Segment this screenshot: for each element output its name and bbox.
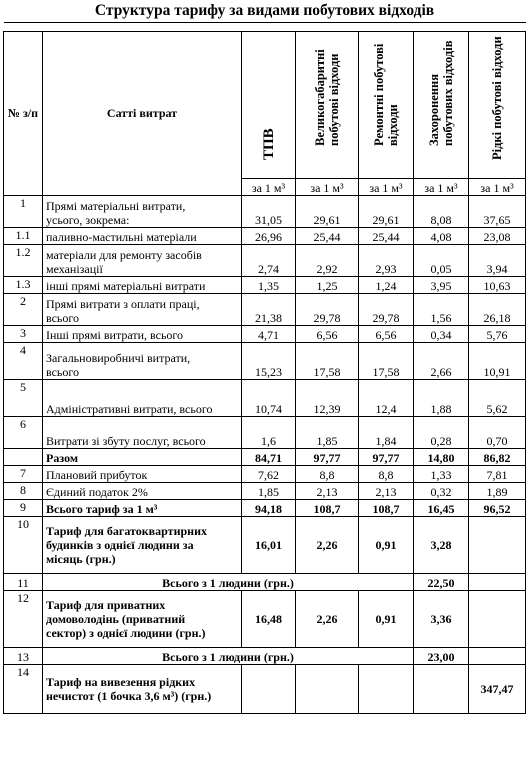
total-row [4, 647, 526, 664]
row-value: 2,66 [414, 342, 469, 379]
row-label [43, 342, 242, 379]
row-value: 21,38 [242, 293, 296, 325]
table-title: Структура тарифу за видами побутових відходів [4, 1, 526, 22]
table-row [4, 227, 526, 244]
row-value: 16,45 [414, 499, 469, 516]
row-value: 12,4 [359, 379, 414, 416]
tariff-value: 2,26 [296, 516, 359, 573]
row-label-line [46, 420, 238, 434]
row-value: 29,61 [296, 195, 359, 227]
total-value: 23,00 [414, 647, 469, 664]
tariff-value: 16,01 [242, 516, 296, 573]
row-value: 1,88 [414, 379, 469, 416]
row-value: 1,56 [414, 293, 469, 325]
row-value: 0,70 [469, 416, 526, 448]
row-number: 7 [4, 465, 43, 482]
row-value: 1,24 [359, 276, 414, 293]
row-value: 1,84 [359, 416, 414, 448]
row-number: 11 [4, 573, 43, 590]
row-value: 29,61 [359, 195, 414, 227]
header-col-repair [359, 31, 414, 178]
row-value: 29,78 [296, 293, 359, 325]
tariff-table [3, 1, 526, 714]
tariff-sheet [3, 1, 525, 747]
row-number: 3 [4, 325, 43, 342]
row-value: 0,32 [414, 482, 469, 499]
total-label: Всього з 1 людини (грн.) [43, 573, 414, 590]
row-value: 7,81 [469, 465, 526, 482]
tariff-label [43, 664, 242, 713]
row-value: 0,34 [414, 325, 469, 342]
row-value: 97,77 [296, 448, 359, 465]
row-value: 6,56 [359, 325, 414, 342]
tariff-value: 16,48 [242, 590, 296, 647]
row-label-line: всього [46, 310, 80, 325]
total-row [4, 573, 526, 590]
row-label-line: Витрати зі збуту послуг, всього [46, 433, 206, 448]
total-value: 22,50 [414, 573, 469, 590]
row-label [43, 227, 242, 244]
row-number: 14 [4, 664, 43, 713]
total-label: Всього з 1 людини (грн.) [43, 647, 414, 664]
row-value: 6,56 [296, 325, 359, 342]
header-item: Сатті витрат [43, 31, 242, 195]
tariff-row [4, 516, 526, 573]
empty-cell [242, 664, 296, 713]
row-value: 31,05 [242, 195, 296, 227]
row-value: 1,85 [242, 482, 296, 499]
row-label-line: Разом [46, 450, 79, 465]
row-label-line: Загальновиробничі витрати, [46, 350, 191, 365]
row-label-line: паливно-мастильні матеріали [46, 229, 197, 244]
tariff-label-line: Тариф на вивезення рідких [46, 674, 196, 689]
row-value: 2,74 [242, 244, 296, 276]
unit-label: за 1 м³ [242, 178, 296, 195]
row-value: 10,74 [242, 379, 296, 416]
header-col-line: побутових відходів [441, 40, 455, 146]
row-value: 0,05 [414, 244, 469, 276]
row-label [43, 416, 242, 448]
table-row [4, 465, 526, 482]
tariff-value [469, 590, 526, 647]
row-value: 108,7 [296, 499, 359, 516]
row-label [43, 482, 242, 499]
table-row [4, 448, 526, 465]
row-label [43, 499, 242, 516]
empty-cell [469, 647, 526, 664]
empty-cell [414, 664, 469, 713]
row-number: 2 [4, 293, 43, 325]
row-value: 25,44 [359, 227, 414, 244]
row-value: 1,33 [414, 465, 469, 482]
tariff-row [4, 664, 526, 713]
row-number: 1 [4, 195, 43, 227]
row-value: 1,85 [296, 416, 359, 448]
row-value: 12,39 [296, 379, 359, 416]
row-value: 2,13 [296, 482, 359, 499]
row-number [4, 448, 43, 465]
spacer-row [4, 22, 526, 31]
row-value: 97,77 [359, 448, 414, 465]
row-value: 1,35 [242, 276, 296, 293]
row-value: 15,23 [242, 342, 296, 379]
row-value: 1,89 [469, 482, 526, 499]
empty-cell [359, 664, 414, 713]
row-value: 29,78 [359, 293, 414, 325]
tariff-value: 3,36 [414, 590, 469, 647]
row-number: 6 [4, 416, 43, 448]
header-number: № з/п [4, 31, 43, 195]
table-row [4, 244, 526, 276]
tariff-label-line: нечистот (1 бочка 3,6 м³) (грн.) [46, 688, 212, 703]
row-value: 5,62 [469, 379, 526, 416]
row-label [43, 244, 242, 276]
row-value: 3,94 [469, 244, 526, 276]
row-value: 7,62 [242, 465, 296, 482]
table-row [4, 482, 526, 499]
row-label-line: Єдиний податок 2% [46, 484, 148, 499]
empty-cell [296, 664, 359, 713]
row-label-line [46, 388, 238, 402]
row-value: 8,8 [359, 465, 414, 482]
tariff-label-line: місяць (грн.) [46, 551, 116, 566]
row-value: 2,93 [359, 244, 414, 276]
header-col-line: Захоронення [427, 73, 441, 146]
row-value: 10,63 [469, 276, 526, 293]
row-value: 14,80 [414, 448, 469, 465]
row-value: 23,08 [469, 227, 526, 244]
header-col-line: побутові відходи [327, 53, 341, 146]
row-label [43, 293, 242, 325]
row-label-line: всього [46, 364, 80, 379]
row-value: 96,52 [469, 499, 526, 516]
header-col-line: Великогабаритні [313, 48, 327, 146]
row-number: 12 [4, 590, 43, 647]
row-value: 84,71 [242, 448, 296, 465]
header-col-line: Рідкі побутові відходи [490, 35, 505, 160]
row-label-line: механізації [46, 261, 103, 276]
row-label [43, 379, 242, 416]
row-number: 1.2 [4, 244, 43, 276]
row-label [43, 276, 242, 293]
row-value: 25,44 [296, 227, 359, 244]
row-label-line: Прямі матеріальні витрати, [46, 198, 186, 213]
tariff-label-line: будинків з однієї людини за [46, 537, 194, 552]
row-label-line: усього, зокрема: [46, 212, 130, 227]
row-value: 17,58 [359, 342, 414, 379]
row-label-line: матеріали для ремонту засобів [46, 247, 202, 262]
row-value: 0,28 [414, 416, 469, 448]
header-col-line: відходи [386, 103, 400, 146]
row-label [43, 465, 242, 482]
header-col-liquid [469, 31, 526, 178]
tariff-value: 3,28 [414, 516, 469, 573]
tariff-value: 0,91 [359, 590, 414, 647]
tariff-label [43, 516, 242, 573]
tariff-value: 2,26 [296, 590, 359, 647]
tariff-value: 347,47 [469, 664, 526, 713]
table-row [4, 499, 526, 516]
row-value: 4,71 [242, 325, 296, 342]
empty-cell [469, 573, 526, 590]
row-number: 5 [4, 379, 43, 416]
row-label-line: Адміністративні витрати, всього [46, 401, 213, 416]
row-value: 26,18 [469, 293, 526, 325]
table-row [4, 379, 526, 416]
row-value: 17,58 [296, 342, 359, 379]
row-label-line: Прямі витрати з оплати праці, [46, 296, 200, 311]
table-row [4, 293, 526, 325]
row-label-line: Плановий прибуток [46, 467, 148, 482]
row-number: 8 [4, 482, 43, 499]
row-value: 26,96 [242, 227, 296, 244]
tariff-label-line: Тариф для приватних [46, 597, 166, 612]
header-col-tpv [242, 31, 296, 178]
row-value: 10,91 [469, 342, 526, 379]
tariff-label [43, 590, 242, 647]
row-value: 4,08 [414, 227, 469, 244]
row-value: 8,8 [296, 465, 359, 482]
row-label-line: Інші прямі витрати, всього [46, 327, 184, 342]
row-label [43, 448, 242, 465]
unit-label: за 1 м³ [296, 178, 359, 195]
tariff-value: 0,91 [359, 516, 414, 573]
row-label-line: Всього тариф за 1 м³ [46, 501, 158, 516]
table-row [4, 416, 526, 448]
tariff-row [4, 590, 526, 647]
table-row [4, 342, 526, 379]
row-label [43, 195, 242, 227]
unit-label: за 1 м³ [469, 178, 526, 195]
row-number: 9 [4, 499, 43, 516]
row-value: 108,7 [359, 499, 414, 516]
row-number: 1.3 [4, 276, 43, 293]
row-label [43, 325, 242, 342]
tariff-value [469, 516, 526, 573]
tariff-label-line: домоволодінь (приватний [46, 611, 186, 626]
unit-label: за 1 м³ [414, 178, 469, 195]
header-col-line: Ремонтні побутові [372, 43, 386, 146]
row-value: 1,25 [296, 276, 359, 293]
row-value: 5,76 [469, 325, 526, 342]
header-col-burial [414, 31, 469, 178]
row-value: 37,65 [469, 195, 526, 227]
header-col-line: ТПВ [260, 127, 277, 160]
unit-label: за 1 м³ [359, 178, 414, 195]
header-col-bulky [296, 31, 359, 178]
row-number: 10 [4, 516, 43, 573]
tariff-label-line: Тариф для багатоквартирних [46, 523, 207, 538]
row-label-line: інші прямі матеріальні витрати [46, 278, 206, 293]
row-number: 13 [4, 647, 43, 664]
row-number: 1.1 [4, 227, 43, 244]
table-row [4, 195, 526, 227]
row-value: 8,08 [414, 195, 469, 227]
row-value: 2,13 [359, 482, 414, 499]
row-value: 1,6 [242, 416, 296, 448]
row-value: 94,18 [242, 499, 296, 516]
row-number: 4 [4, 342, 43, 379]
table-row [4, 325, 526, 342]
row-value: 86,82 [469, 448, 526, 465]
row-value: 3,95 [414, 276, 469, 293]
table-row [4, 276, 526, 293]
tariff-label-line: сектор) з однієї людини (грн.) [46, 625, 206, 640]
row-value: 2,92 [296, 244, 359, 276]
